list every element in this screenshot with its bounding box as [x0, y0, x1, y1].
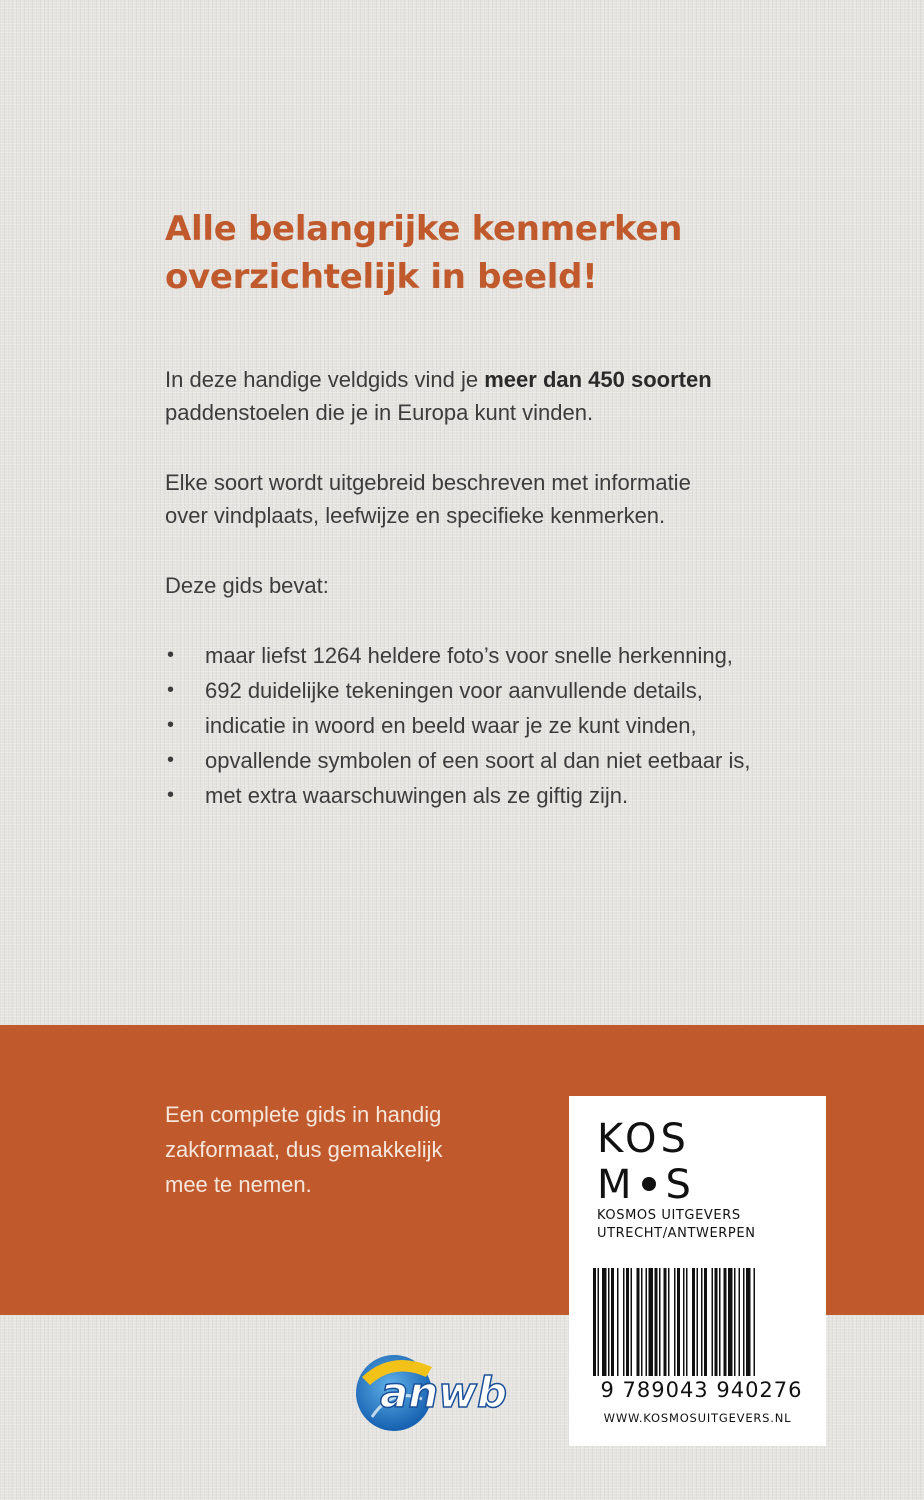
barcode-bar: [668, 1268, 670, 1376]
anwb-logo-text: anwb: [380, 1368, 508, 1417]
barcode-bar: [743, 1268, 745, 1376]
band-line-3: mee te nemen.: [165, 1172, 312, 1197]
barcode-bar: [746, 1268, 751, 1376]
isbn-number: 9 789043 940276: [600, 1378, 803, 1402]
band-text: [165, 1097, 505, 1202]
list-item: • maar liefst 1264 heldere foto’s voor snelle herkenning,: [165, 638, 845, 673]
barcode-bar: [598, 1268, 600, 1376]
barcode-bar: [659, 1268, 661, 1376]
barcode-bar: [646, 1268, 648, 1376]
barcode-bar: [739, 1268, 741, 1376]
kosmos-logo-line-2: [597, 1162, 695, 1208]
band-line-1: Een complete gids in handig: [165, 1102, 442, 1127]
barcode-bar: [715, 1268, 718, 1376]
barcode-bar: [697, 1268, 699, 1376]
barcode-bar: [701, 1268, 703, 1376]
barcode-bar: [617, 1268, 619, 1376]
list-item: • opvallende symbolen of een soort al dan niet eetbaar is,: [165, 743, 845, 778]
intro-text-2: paddenstoelen die je in Europa kunt vinden.: [165, 400, 594, 425]
barcode-bar: [734, 1268, 736, 1376]
intro-text: In deze handige veldgids vind je: [165, 367, 485, 392]
headline-line-1: Alle belangrijke kenmerken: [165, 209, 683, 249]
description-paragraph: [165, 466, 845, 532]
barcode-bar: [728, 1268, 733, 1376]
barcode-bar: [655, 1268, 658, 1376]
barcode-bar: [623, 1268, 625, 1376]
barcode-bar: [649, 1268, 654, 1376]
barcode-bar: [674, 1268, 676, 1376]
kosmos-logo-line-1: KOS: [597, 1116, 690, 1162]
contents-label: Deze gids bevat:: [165, 573, 329, 598]
publisher-city: UTRECHT/ANTWERPEN: [597, 1226, 756, 1241]
barcode-bar: [593, 1268, 596, 1376]
intro-paragraph: [165, 363, 845, 429]
barcode-bar: [664, 1268, 667, 1376]
headline: [165, 205, 845, 301]
barcode-bar: [637, 1268, 640, 1376]
barcode-bar: [641, 1268, 643, 1376]
list-item: • indicatie in woord en beeld waar je ze kunt vinden,: [165, 708, 845, 743]
description-line-2: over vindplaats, leefwijze en specifieke kenmerken.: [165, 503, 666, 528]
publisher-box: [569, 1096, 826, 1446]
list-item: • 692 duidelijke tekeningen voor aanvullende details,: [165, 673, 845, 708]
barcode-bar: [683, 1268, 685, 1376]
barcode-bar: [631, 1268, 633, 1376]
kosmos-logo: [597, 1116, 695, 1208]
barcode-bar: [686, 1268, 688, 1376]
barcode-bar: [626, 1268, 629, 1376]
barcode-bar: [754, 1268, 756, 1376]
kosmos-dot-icon: [642, 1177, 656, 1191]
intro-bold-count: meer dan 450 soorten: [484, 367, 712, 392]
barcode-bar: [608, 1268, 610, 1376]
barcode-bar: [611, 1268, 614, 1376]
barcode-bar: [724, 1268, 727, 1376]
description-line-1: Elke soort wordt uitgebreid beschreven met informatie: [165, 470, 691, 495]
features-list: [165, 638, 845, 813]
band-line-2: zakformaat, dus gemakkelijk: [165, 1137, 443, 1162]
barcode-bar: [677, 1268, 680, 1376]
kosmos-logo-s: S: [665, 1162, 695, 1208]
anwb-logo: [352, 1347, 552, 1437]
list-item: • met extra waarschuwingen als ze giftig zijn.: [165, 778, 845, 813]
barcode-bar: [719, 1268, 721, 1376]
barcode-bar: [712, 1268, 714, 1376]
barcode-icon: [593, 1268, 803, 1376]
barcode-bar: [692, 1268, 695, 1376]
kosmos-logo-m: M: [597, 1162, 636, 1208]
barcode-bar: [704, 1268, 707, 1376]
publisher-name: KOSMOS UITGEVERS: [597, 1208, 741, 1223]
headline-line-2: overzichtelijk in beeld!: [165, 257, 598, 297]
back-cover-content: [165, 205, 845, 813]
barcode-bar: [602, 1268, 607, 1376]
publisher-website: WWW.KOSMOSUITGEVERS.NL: [603, 1411, 792, 1425]
